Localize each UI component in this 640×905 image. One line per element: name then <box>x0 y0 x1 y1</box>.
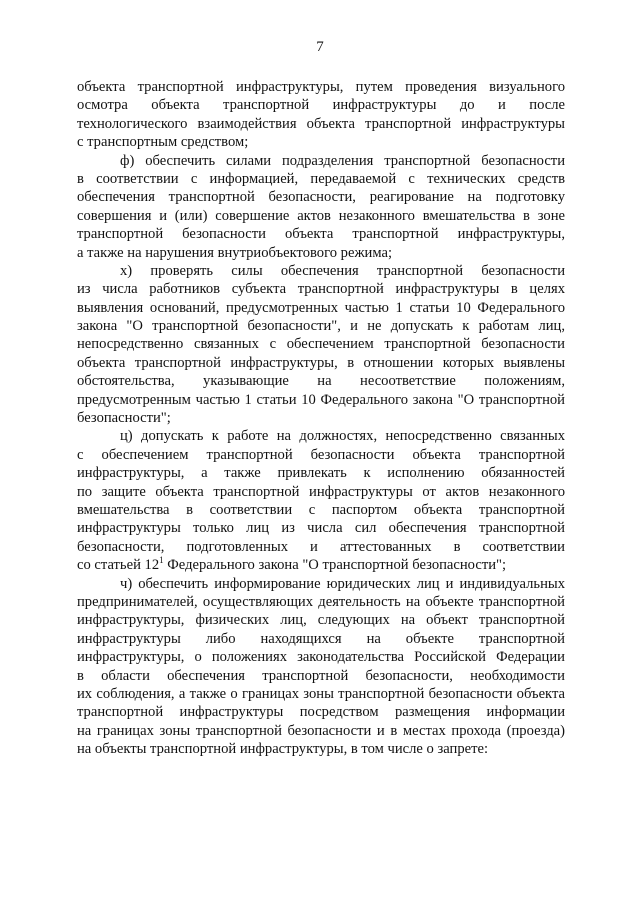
text-line: с обеспечением транспортной безопасности объекта транспортной <box>77 446 565 463</box>
text-line: транспортной инфраструктуры посредством размещения информации <box>77 704 565 721</box>
text-line: в области обеспечения транспортной безопасности, необходимости <box>77 667 565 684</box>
document-body <box>77 78 565 758</box>
text-line: объекта транспортной инфраструктуры, путем проведения визуального <box>77 79 565 95</box>
text-line <box>77 556 565 574</box>
text-line: инфраструктуры либо находящихся на объекте транспортной <box>77 630 565 647</box>
paragraph-first-line: ц) допускать к работе на должностях, непосредственно связанных <box>120 428 565 445</box>
text-line: инфраструктуры, о положениях законодательства Российской Федерации <box>77 649 565 666</box>
text-line: на объекты транспортной инфраструктуры, в том числе о запрете: <box>77 741 489 758</box>
text-line: непосредственно связанных с обеспечением транспортной безопасности <box>77 336 565 353</box>
text-line: безопасности"; <box>77 410 171 427</box>
text-line: безопасности, подготовленных и аттестованных в соответствии <box>77 538 565 555</box>
text-line: инфраструктуры, а также привлекать к исполнению обязанностей <box>77 465 565 482</box>
text-line: инфраструктуры только лиц из числа сил обеспечения транспортной <box>77 520 565 537</box>
text-line: обстоятельства, указывающие на несоответствие положениям, <box>77 373 565 390</box>
text-line: совершения и (или) совершение актов незаконного вмешательства в зоне <box>77 207 565 224</box>
text-line: предпринимателей, осуществляющих деятельность на объекте транспортной <box>77 593 565 610</box>
text-line: с транспортным средством; <box>77 134 249 151</box>
superscript-index: 1 <box>159 555 164 566</box>
line-text: Федерального закона "О транспортной безопасности"; <box>163 557 507 574</box>
text-line: их соблюдения, а также о границах зоны транспортной безопасности объекта <box>77 685 565 702</box>
text-line: технологического взаимодействия объекта транспортной инфраструктуры <box>77 115 565 132</box>
text-line: вмешательства в соответствии с паспортом объекта транспортной <box>77 501 565 518</box>
paragraph-first-line: ф) обеспечить силами подразделения транспортной безопасности <box>120 152 565 169</box>
text-line: осмотра объекта транспортной инфраструктуры до и после <box>77 97 565 114</box>
line-text: со статьей 12 <box>77 557 160 574</box>
paragraph-first-line: ч) обеспечить информирование юридических лиц и индивидуальных <box>120 575 565 592</box>
text-line: обеспечения транспортной безопасности, реагирование на подготовку <box>77 189 565 206</box>
text-line: по защите объекта транспортной инфраструктуры от актов незаконного <box>77 483 565 500</box>
text-line: закона "О транспортной безопасности", и не допускать к работам лиц, <box>77 318 565 335</box>
text-line: выявления оснований, предусмотренных частью 1 статьи 10 Федерального <box>77 299 565 316</box>
text-line: в соответствии с информацией, передаваемой с технических средств <box>77 170 565 187</box>
text-line: объекта транспортной инфраструктуры, в отношении которых выявлены <box>77 354 565 371</box>
text-line: предусмотренным частью 1 статьи 10 Федерального закона "О транспортной <box>77 391 565 408</box>
text-line: из числа работников субъекта транспортной инфраструктуры в целях <box>77 281 565 298</box>
text-line: а также на нарушения внутриобъектового режима; <box>77 244 392 261</box>
paragraph-first-line: х) проверять силы обеспечения транспортной безопасности <box>120 262 565 279</box>
text-line: на границах зоны транспортной безопасности и в местах прохода (проезда) <box>77 722 565 739</box>
text-line: инфраструктуры, физических лиц, следующих на объект транспортной <box>77 612 565 629</box>
text-line: транспортной безопасности объекта транспортной инфраструктуры, <box>77 226 565 243</box>
page-number: 7 <box>316 39 324 55</box>
